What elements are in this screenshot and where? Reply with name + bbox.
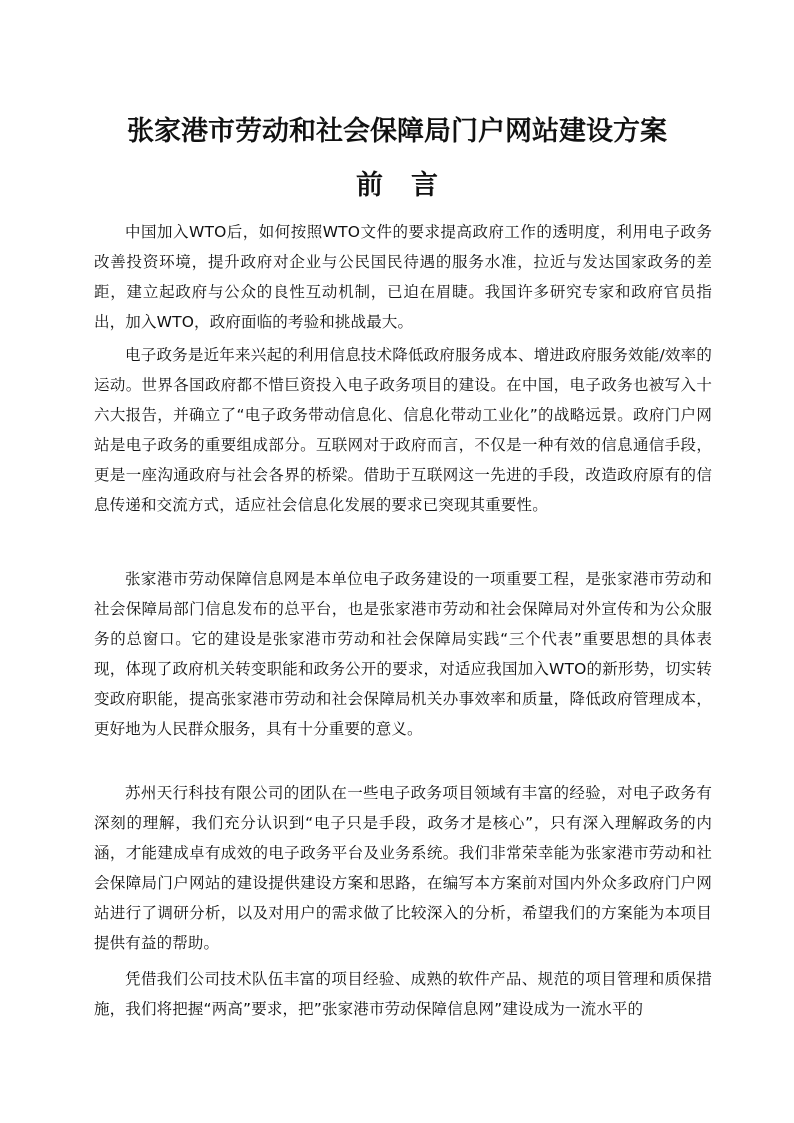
paragraph-4: 苏州天行科技有限公司的团队在一些电子政务项目领域有丰富的经验，对电子政务有深刻的理解，我们充分认识到“电子只是手段，政务才是核心”，只有深入理解政务的内涵，才能建成卓有成效的电子政务平台及业务系统。我们非常荣幸能为张家港市劳动和社会保障局门户网站的建设提供建设方案和思路，在编写本方案前对国内外众多政府门户网站进行了调研分析，以及对用户的需求做了比较深入的分析，希望我们的方案能为本项目提供有益的帮助。 [94, 784, 712, 952]
paragraph-5: 凭借我们公司技术队伍丰富的项目经验、成熟的软件产品、规范的项目管理和质保措施，我们将把握“两高”要求，把”张家港市劳动保障信息网”建设成为一流水平的 [94, 970, 712, 1018]
paragraph-3: 张家港市劳动保障信息网是本单位电子政务建设的一项重要工程，是张家港市劳动和社会保障局部门信息发布的总平台，也是张家港市劳动和社会保障局对外宣传和为公众服务的总窗口。它的建设是张家港市劳动和社会保障局实践“三个代表”重要思想的具体表现，体现了政府机关转变职能和政务公开的要求，对适应我国加入WTO的新形势，切实转变政府职能，提高张家港市劳动和社会保障局机关办事效率和质量，降低政府管理成本，更好地为人民群众服务，具有十分重要的意义。 [94, 570, 712, 738]
document-title: 张家港市劳动和社会保障局门户网站建设方案 [127, 116, 667, 147]
section-heading [0, 166, 794, 206]
section-heading-char-1: 前 [356, 170, 383, 201]
paragraph-2: 电子政务是近年来兴起的利用信息技术降低政府服务成本、增进政府服务效能/效率的运动。世界各国政府都不惜巨资投入电子政务项目的建设。在中国，电子政务也被写入十六大报告，并确立了“电子政务带动信息化、信息化带动工业化”的战略远景。政府门户网站是电子政务的重要组成部分。互联网对于政府而言，不仅是一种有效的信息通信手段，更是一座沟通政府与社会各界的桥梁。借助于互联网这一先进的手段，改造政府原有的信息传递和交流方式，适应社会信息化发展的要求已突现其重要性。 [94, 346, 712, 514]
section-heading-char-2: 言 [411, 170, 438, 201]
paragraph-1: 中国加入WTO后，如何按照WTO文件的要求提高政府工作的透明度，利用电子政务改善投资环境，提升政府对企业与公民国民待遇的服务水准，拉近与发达国家政务的差距，建立起政府与公众的良性互动机制，已迫在眉睫。我国许多研究专家和政府官员指出，加入WTO，政府面临的考验和挑战最大。 [94, 223, 712, 331]
